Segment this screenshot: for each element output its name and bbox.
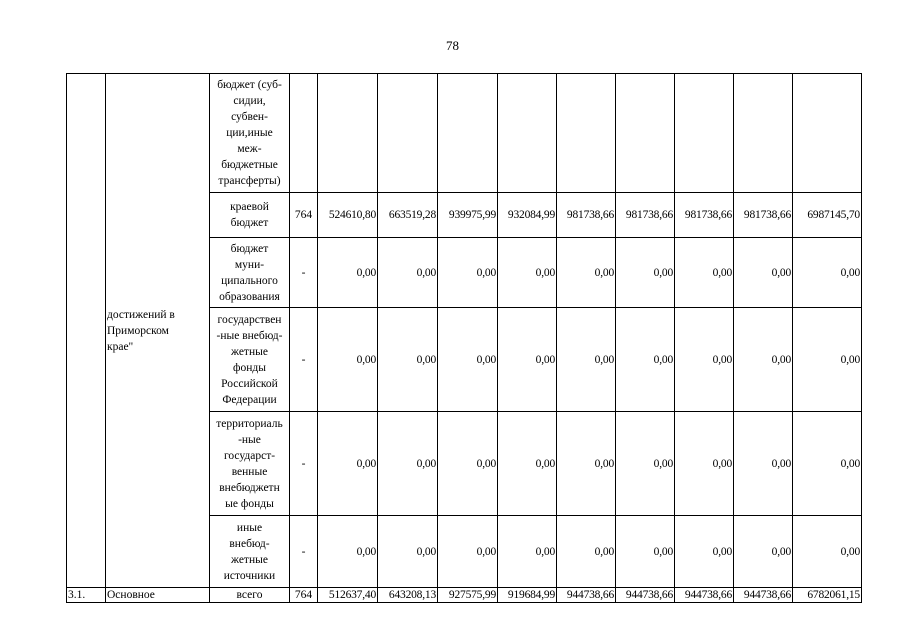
value-cell: 6782061,15 [793,588,862,603]
value-cell [498,74,557,193]
value-cell [318,74,378,193]
value-cell: 0,00 [378,516,438,588]
page-number: 78 [446,38,459,53]
value-cell: 0,00 [318,516,378,588]
value-cell: 512637,40 [318,588,378,603]
table-body [67,74,862,603]
value-cell: 0,00 [616,516,675,588]
value-cell: 0,00 [498,412,557,516]
row-number-cell: 3.1. [67,588,106,603]
value-cell: 944738,66 [675,588,734,603]
value-cell: 0,00 [438,238,498,308]
value-cell: 944738,66 [616,588,675,603]
value-cell: 0,00 [734,308,793,412]
value-cell: 0,00 [438,412,498,516]
value-cell [675,74,734,193]
code-cell: - [290,516,318,588]
value-cell: 932084,99 [498,193,557,238]
value-cell: 0,00 [734,412,793,516]
value-cell: 0,00 [318,412,378,516]
value-cell [616,74,675,193]
value-cell: 939975,99 [438,193,498,238]
value-cell: 0,00 [318,308,378,412]
value-cell [734,74,793,193]
funding-source-cell: всего [210,588,290,603]
funding-source-cell: краевой бюджет [210,193,290,238]
value-cell: 0,00 [557,308,616,412]
code-cell: - [290,308,318,412]
funding-source-cell: иные внебюд- жетные источники [210,516,290,588]
value-cell: 0,00 [616,412,675,516]
value-cell: 663519,28 [378,193,438,238]
value-cell: 0,00 [318,238,378,308]
value-cell: 0,00 [438,308,498,412]
value-cell: 944738,66 [734,588,793,603]
value-cell: 919684,99 [498,588,557,603]
code-cell: - [290,238,318,308]
budget-table [66,73,862,603]
value-cell: 6987145,70 [793,193,862,238]
code-cell: 764 [290,193,318,238]
value-cell: 643208,13 [378,588,438,603]
value-cell [557,74,616,193]
value-cell: 0,00 [793,308,862,412]
measure-name-cell: Основное [106,588,210,603]
value-cell: 944738,66 [557,588,616,603]
value-cell: 0,00 [675,516,734,588]
value-cell: 0,00 [498,308,557,412]
value-cell [438,74,498,193]
value-cell: 0,00 [438,516,498,588]
value-cell: 0,00 [378,308,438,412]
value-cell: 0,00 [616,238,675,308]
value-cell: 524610,80 [318,193,378,238]
table-row [67,588,862,603]
value-cell: 0,00 [557,412,616,516]
value-cell: 0,00 [616,308,675,412]
value-cell: 927575,99 [438,588,498,603]
funding-source-cell: бюджет (суб- сидии, субвен- ции,иные меж- бюджетные трансферты) [210,74,290,193]
value-cell: 0,00 [557,238,616,308]
code-cell [290,74,318,193]
value-cell: 0,00 [734,238,793,308]
value-cell: 0,00 [378,238,438,308]
value-cell: 0,00 [498,516,557,588]
measure-name-cell: достижений в Приморском крае" [106,74,210,588]
value-cell: 0,00 [793,412,862,516]
value-cell: 981738,66 [557,193,616,238]
value-cell: 0,00 [557,516,616,588]
value-cell: 0,00 [378,412,438,516]
value-cell: 0,00 [675,238,734,308]
value-cell: 981738,66 [616,193,675,238]
value-cell: 0,00 [793,516,862,588]
value-cell [793,74,862,193]
value-cell: 0,00 [498,238,557,308]
value-cell: 0,00 [675,308,734,412]
funding-source-cell: государствен -ные внебюд- жетные фонды Российской Федерации [210,308,290,412]
code-cell: 764 [290,588,318,603]
row-number-cell [67,74,106,588]
value-cell: 0,00 [793,238,862,308]
code-cell: - [290,412,318,516]
funding-source-cell: бюджет муни- ципального образования [210,238,290,308]
value-cell [378,74,438,193]
value-cell: 0,00 [675,412,734,516]
value-cell: 981738,66 [675,193,734,238]
value-cell: 981738,66 [734,193,793,238]
table-row [67,74,862,193]
value-cell: 0,00 [734,516,793,588]
funding-source-cell: территориаль -ные государст- венные внебюджетн ые фонды [210,412,290,516]
